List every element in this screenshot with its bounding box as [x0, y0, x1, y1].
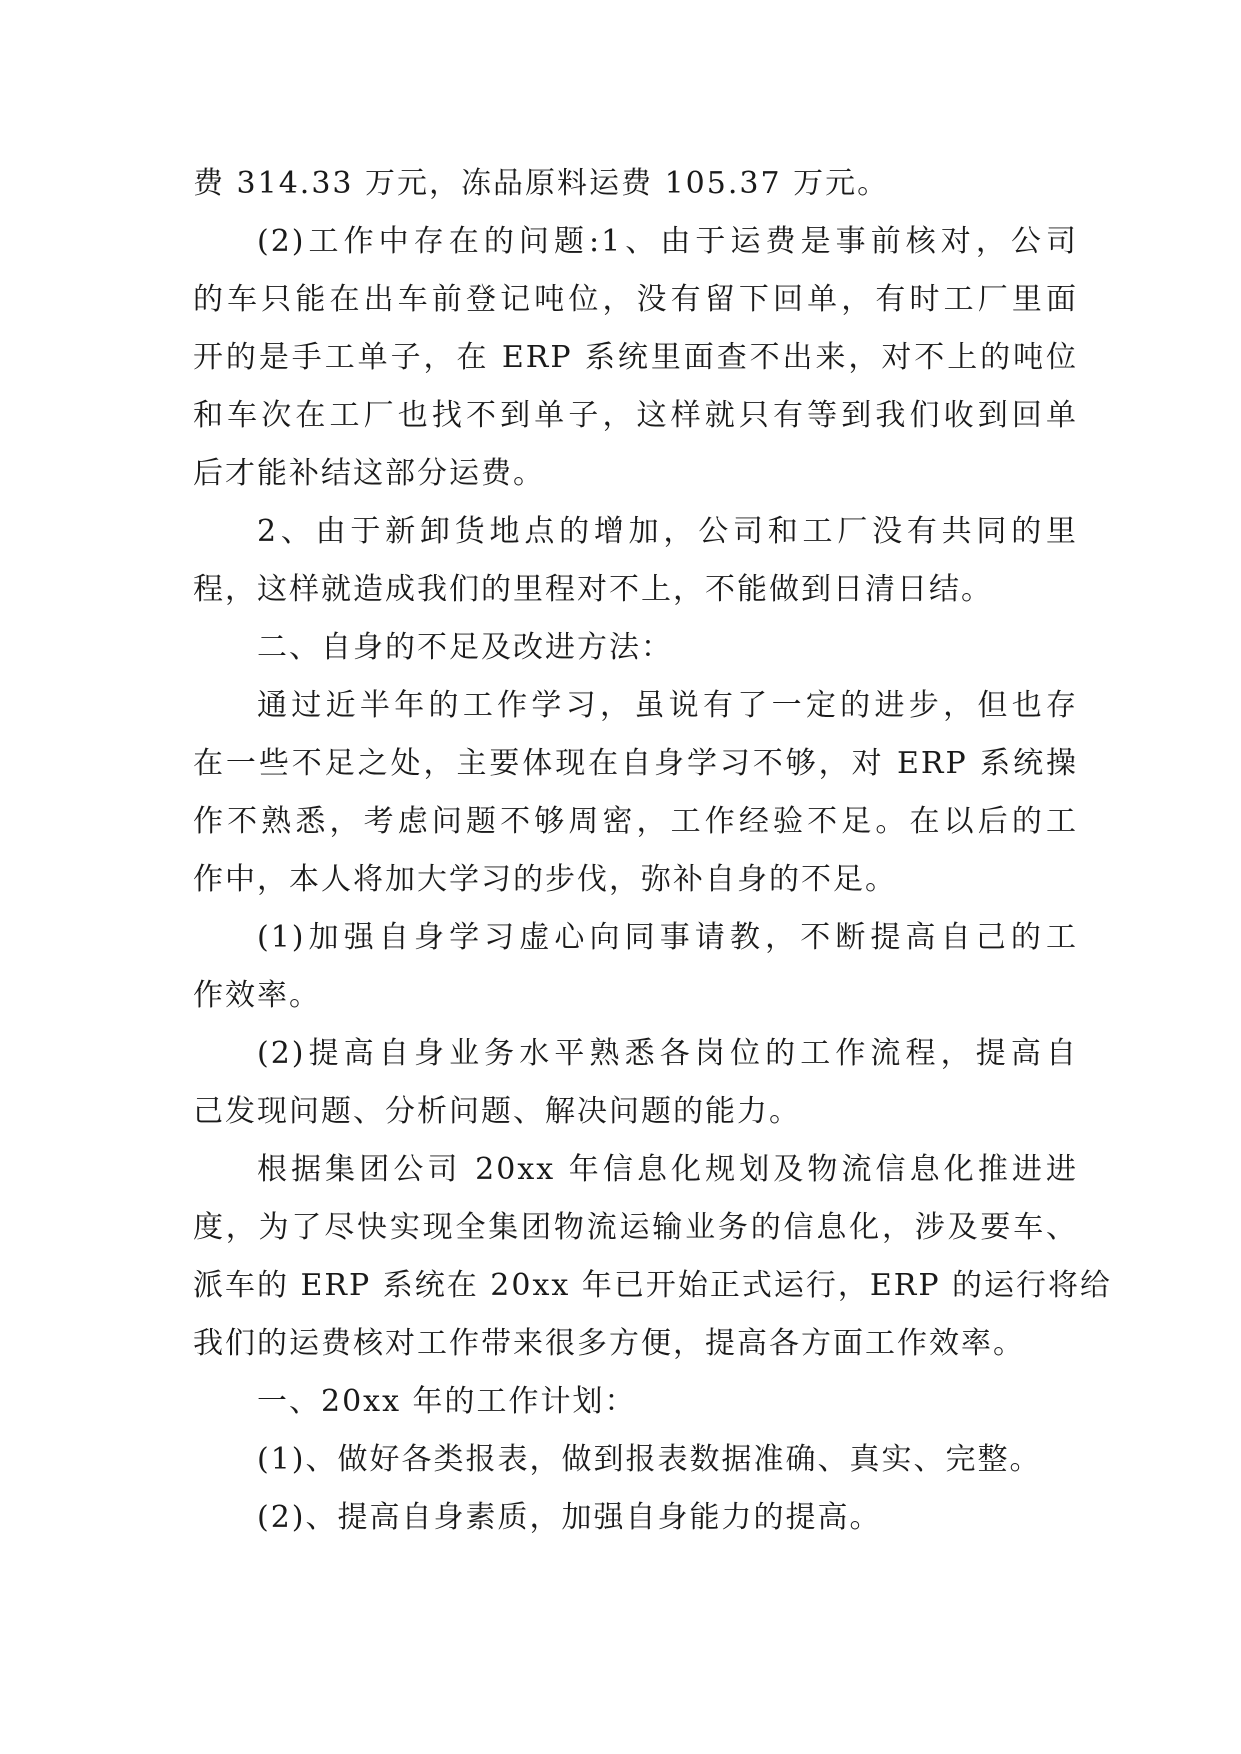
text-line: 作不熟悉，考虑问题不够周密，工作经验不足。在以后的工: [193, 804, 1078, 839]
text-line: 和车次在工厂也找不到单子，这样就只有等到我们收到回单: [193, 398, 1078, 433]
text-line: (2)工作中存在的问题:1、由于运费是事前核对，公司: [257, 224, 1078, 259]
text-line: 通过近半年的工作学习，虽说有了一定的进步，但也存: [257, 688, 1078, 723]
document-body: [193, 155, 1113, 1547]
text-line: (1)加强自身学习虚心向同事请教，不断提高自己的工: [257, 920, 1078, 955]
text-line: 的车只能在出车前登记吨位，没有留下回单，有时工厂里面: [193, 282, 1078, 317]
text-line: 开的是手工单子，在 ERP 系统里面查不出来，对不上的吨位: [193, 340, 1078, 375]
text-line: (2)提高自身业务水平熟悉各岗位的工作流程，提高自: [257, 1036, 1078, 1071]
text-line: 在一些不足之处，主要体现在自身学习不够，对 ERP 系统操: [193, 746, 1078, 781]
text-line: 作中，本人将加大学习的步伐，弥补自身的不足。: [193, 862, 897, 897]
text-line: (2)、提高自身素质，加强自身能力的提高。: [257, 1500, 882, 1535]
text-line: 己发现问题、分析问题、解决问题的能力。: [193, 1094, 801, 1129]
text-line: 度，为了尽快实现全集团物流运输业务的信息化，涉及要车、: [193, 1210, 1078, 1245]
text-line: 我们的运费核对工作带来很多方便，提高各方面工作效率。: [193, 1326, 1025, 1361]
text-line: (1)、做好各类报表，做到报表数据准确、真实、完整。: [257, 1442, 1042, 1477]
text-line: 后才能补结这部分运费。: [193, 456, 545, 491]
text-line: 费 314.33 万元，冻品原料运费 105.37 万元。: [193, 166, 890, 201]
text-line: 作效率。: [193, 978, 321, 1013]
text-line: 2、由于新卸货地点的增加，公司和工厂没有共同的里: [257, 514, 1078, 549]
text-line: 程，这样就造成我们的里程对不上，不能做到日清日结。: [193, 572, 993, 607]
text-line: 派车的 ERP 系统在 20xx 年已开始正式运行，ERP 的运行将给: [193, 1268, 1113, 1303]
text-line: 二、自身的不足及改进方法：: [257, 630, 673, 665]
text-line: 一、20xx 年的工作计划：: [257, 1384, 637, 1419]
text-line: 根据集团公司 20xx 年信息化规划及物流信息化推进进: [257, 1152, 1078, 1187]
